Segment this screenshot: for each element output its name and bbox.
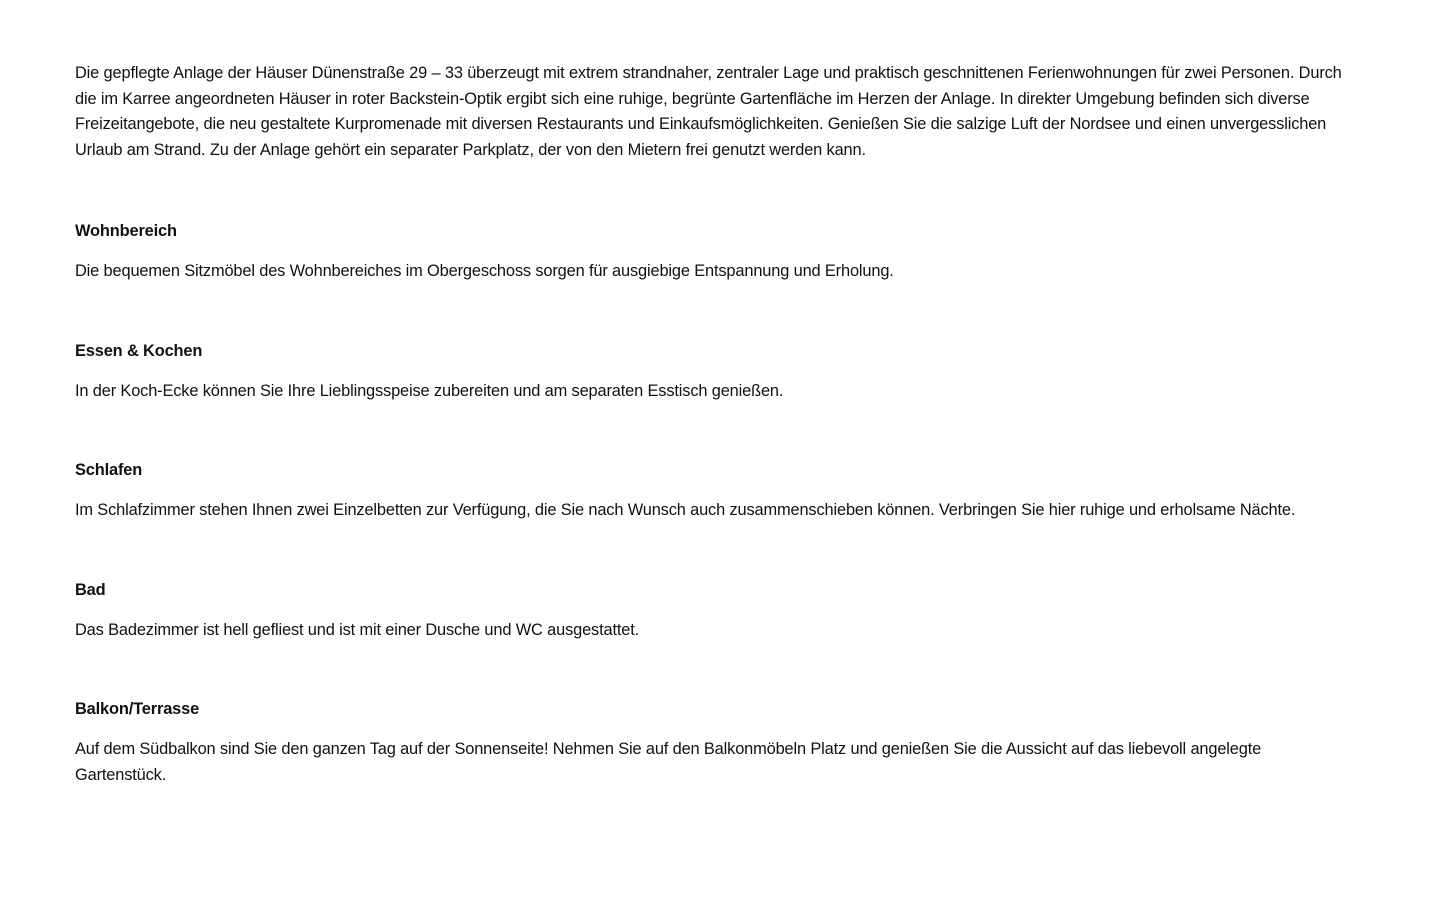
section-heading: Bad [75,580,106,599]
section-text: Die bequemen Sitzmöbel des Wohnbereiches im Obergeschoss sorgen für ausgiebige Entspannung und Erholung. [75,262,894,280]
section-text: Im Schlafzimmer stehen Ihnen zwei Einzelbetten zur Verfügung, die Sie nach Wunsch auch zusammenschieben können. Verbringen Sie hier ruhige und erholsame Nächte. [75,501,1296,519]
section-bad [75,578,1350,644]
section-schlafen [75,458,1350,524]
section-wohnbereich [75,219,1350,285]
section-text: Das Badezimmer ist hell gefliest und ist mit einer Dusche und WC ausgestattet. [75,620,640,639]
document-body [75,61,1350,788]
section-balkon-terrasse [75,697,1350,788]
section-heading: Schlafen [75,461,143,479]
section-heading: Wohnbereich [75,222,177,240]
intro-paragraph: Die gepflegte Anlage der Häuser Dünenstraße 29 – 33 überzeugt mit extrem strandnaher, zentraler Lage und praktisch geschnittenen Ferienwohnungen für zwei Personen. Durch die im Karree angeordneten Häuser in roter Backstein-Optik ergibt sich eine ruhige, begrünte Gartenfläche im Herzen der Anlage. In direkter Umgebung befinden sich diverse Freizeitangebote, die neu gestaltete Kurpromenade mit diversen Restaurants und Einkaufsmöglichkeiten. Genießen Sie die salzige Luft der Nordsee und einen unvergesslichen Urlaub am Strand. Zu der Anlage gehört ein separater Parkplatz, der von den Mietern frei genutzt werden kann. [75,64,1342,159]
section-text: In der Koch-Ecke können Sie Ihre Lieblingsspeise zubereiten und am separaten Esstisch genießen. [75,381,784,400]
section-text: Auf dem Südbalkon sind Sie den ganzen Tag auf der Sonnenseite! Nehmen Sie auf den Balkonmöbeln Platz und genießen Sie die Aussicht auf das liebevoll angelegte Gartenstück. [75,740,1262,784]
section-essen-kochen [75,339,1350,405]
section-heading: Balkon/Terrasse [75,700,200,718]
section-heading: Essen & Kochen [75,341,203,360]
